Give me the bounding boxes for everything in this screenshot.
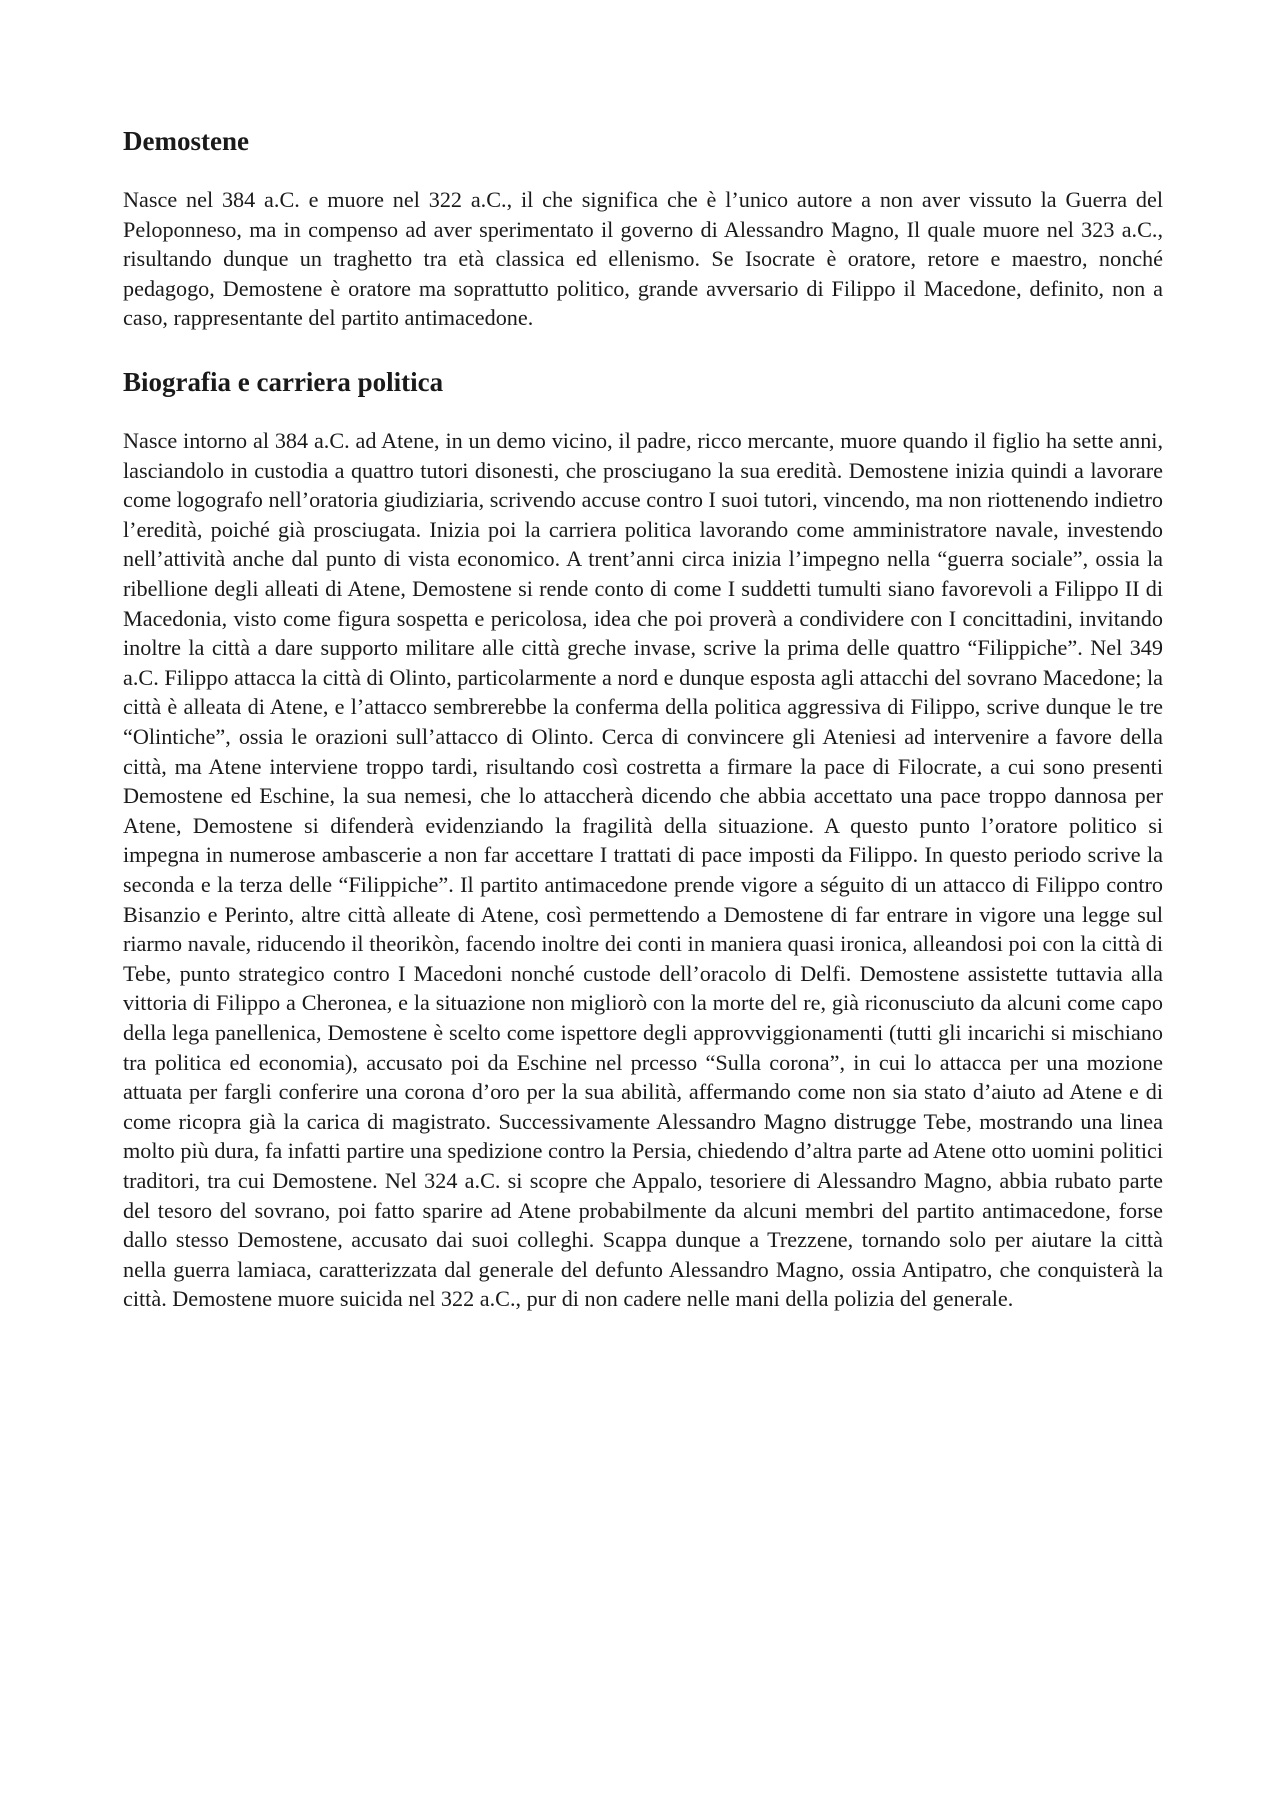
intro-paragraph: Nasce nel 384 a.C. e muore nel 322 a.C., il che significa che è l’unico autore a non aver vissuto la Guerra del Peloponneso, ma in compenso ad aver sperimentato il governo di Alessandro Magno, Il quale muore nel 323 a.C., risultando dunque un traghetto tra età classica ed ellenismo. Se Isocrate è oratore, retore e maestro, nonché pedagogo, Demostene è oratore ma soprattutto politico, grande avversario di Filippo il Macedone, definito, non a caso, rappresentante del partito antimacedone. [123, 187, 1163, 331]
biography-paragraph: Nasce intorno al 384 a.C. ad Atene, in un demo vicino, il padre, ricco mercante, muore quando il figlio ha sette anni, lasciandolo in custodia a quattro tutori disonesti, che prosciugano la sua eredità. Demostene inizia quindi a lavorare come logografo nell’oratoria giudiziaria, scrivendo accuse contro I suoi tutori, vincendo, ma non riottenendo indietro l’eredità, poiché già prosciugata. Inizia poi la carriera politica lavorando come amministratore navale, investendo nell’attività anche dal punto di vista economico. A trent’anni circa inizia l’impegno nella “guerra sociale”, ossia la ribellione degli alleati di Atene, Demostene si rende conto di come I suddetti tumulti siano favorevoli a Filippo II di Macedonia, visto come figura sospetta e pericolosa, idea che poi proverà a condividere con I concittadini, invitando inoltre la città a dare supporto militare alle città greche invase, scrive la prima delle quattro “Filippiche”. Nel 349 a.C. Filippo attacca la città di Olinto, particolarmente a nord e dunque esposta agli attacchi del sovrano Macedone; la città è alleata di Atene, e l’attacco sembrerebbe la conferma della politica aggressiva di Filippo, scrive dunque le tre “Olintiche”, ossia le orazioni sull’attacco di Olinto. Cerca di convincere gli Ateniesi ad intervenire a favore della città, ma Atene interviene troppo tardi, risultando così costretta a firmare la pace di Filocrate, a cui sono presenti Demostene ed Eschine, la sua nemesi, che lo attaccherà dicendo che abbia accettato una pace troppo dannosa per Atene, Demostene si difenderà evidenziando la fragilità della situazione. A questo punto l’oratore politico si impegna in numerose ambascerie a non far accettare I trattati di pace imposti da Filippo. In questo periodo scrive la seconda e la terza delle “Filippiche”. Il partito antimacedone prende vigore a séguito di un attacco di Filippo contro Bisanzio e Perinto, altre città alleate di Atene, così permettendo a Demostene di far entrare in vigore una legge sul riarmo navale, riducendo il theorikòn, facendo inoltre dei conti in maniera quasi ironica, alleandosi poi con la città di Tebe, punto strategico contro I Macedoni nonché custode dell’oracolo di Delfi. Demostene assistette tuttavia alla vittoria di Filippo a Cheronea, e la situazione non migliorò con la morte del re, già riconusciuto da alcuni come capo della lega panellenica, Demostene è scelto come ispettore degli approvviggionamenti (tutti gli incarichi si mischiano tra politica ed economia), accusato poi da Eschine nel prcesso “Sulla corona”, in cui lo attacca per una mozione attuata per fargli conferire una corona d’oro per la sua abilità, affermando come non sia stato d’aiuto ad Atene e di come ricopra già la carica di magistrato. Successivamente Alessandro Magno distrugge Tebe, mostrando una linea molto più dura, fa infatti partire una spedizione contro la Persia, chiedendo d’altra parte ad Atene otto uomini politici traditori, tra cui Demostene. Nel 324 a.C. si scopre che Appalo, tesoriere di Alessandro Magno, abbia rubato parte del tesoro del sovrano, poi fatto sparire ad Atene probabilmente da alcuni membri del partito antimacedone, forse dallo stesso Demostene, accusato dai suoi colleghi. Scappa dunque a Trezzene, tornando solo per aiutare la città nella guerra lamiaca, caratterizzata dal generale del defunto Alessandro Magno, ossia Antipatro, che conquisterà la città. Demostene muore suicida nel 322 a.C., pur di non cadere nelle mani della polizia del generale. [123, 428, 1163, 1312]
section-title-biografia: Biografia e carriera politica [123, 367, 444, 398]
section-title-demostene: Demostene [123, 126, 249, 156]
document-page [123, 126, 1163, 1348]
